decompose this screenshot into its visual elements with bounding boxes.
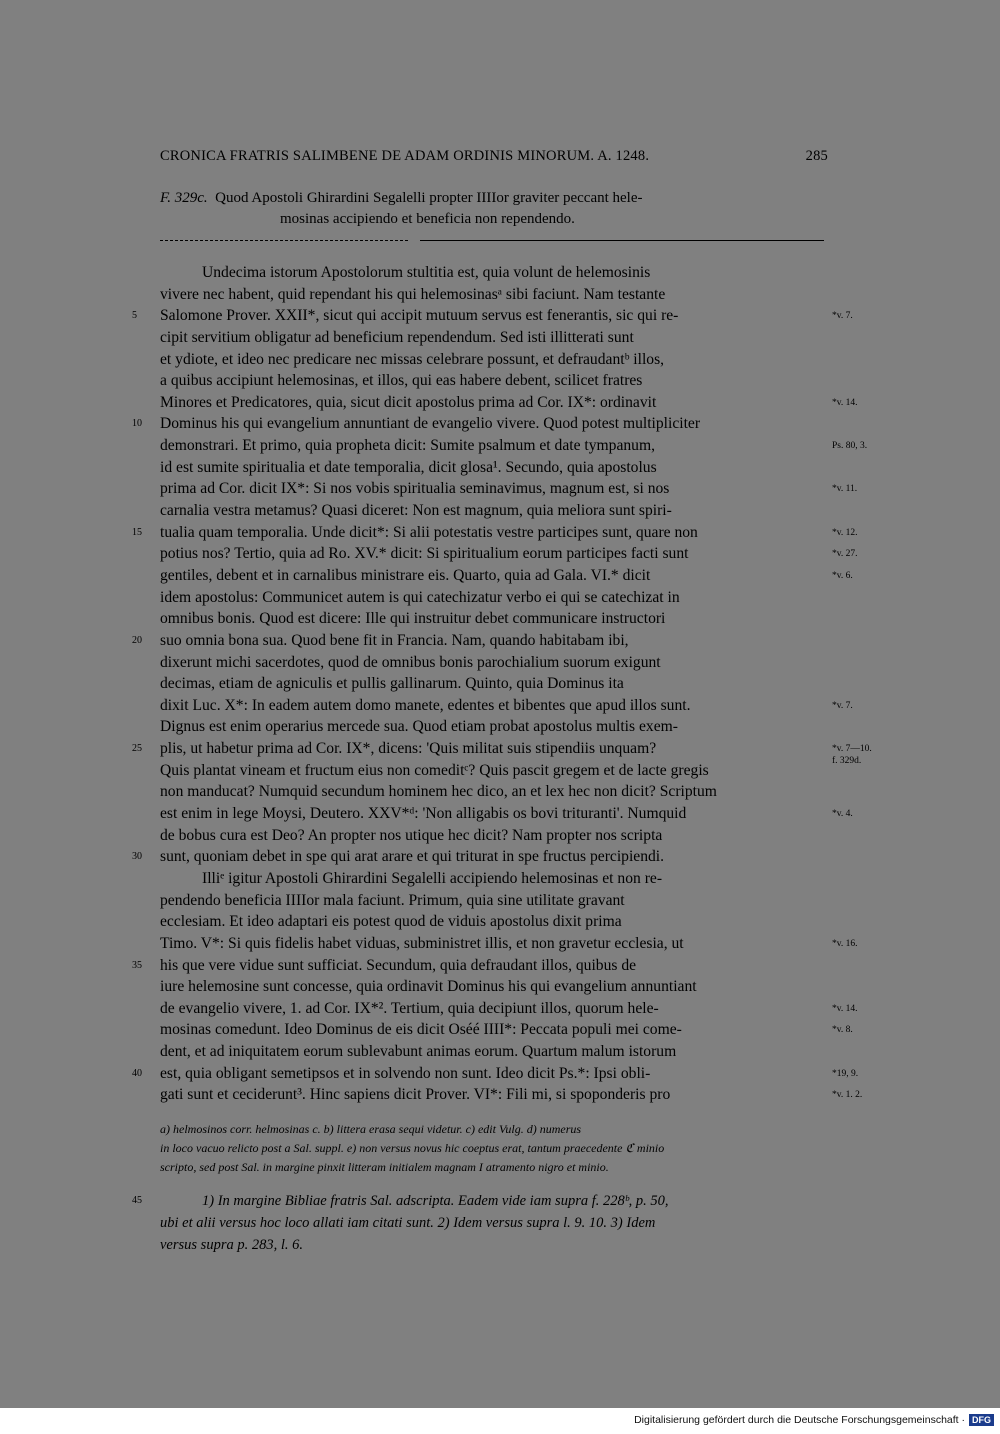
- margin-reference: *v. 12.: [832, 527, 858, 538]
- margin-reference: *19, 9.: [832, 1068, 859, 1079]
- margin-reference: *v. 27.: [832, 549, 858, 560]
- line-text: iure helemosine sunt concesse, quia ordinavit Dominus his qui evangelium annuntiant: [160, 978, 697, 996]
- text-line: [160, 1041, 828, 1063]
- line-text: decimas, etiam de agniculis et pullis gallinarum. Quinto, quia Dominus ita: [160, 675, 624, 693]
- line-text: Dominus his qui evangelium annuntiant de evangelio vivere. Quod potest multipliciter: [160, 415, 701, 433]
- text-line: [160, 543, 858, 565]
- margin-reference: *v. 14.: [832, 397, 858, 408]
- line-text: vivere nec habent, quid rependant his qui helemosinasᵃ sibi faciunt. Nam testante: [160, 285, 666, 303]
- line-number: 20: [132, 634, 142, 646]
- line-number: 35: [132, 959, 142, 971]
- folio-reference: F. 329c.: [160, 190, 208, 206]
- text-line: [132, 413, 828, 435]
- line-number: 30: [132, 851, 142, 863]
- note-line: [160, 1234, 828, 1256]
- text-line: [160, 716, 828, 738]
- line-text: est enim in lege Moysi, Deutero. XXV*ᵈ: 'Non alligabis os bovi trituranti'. Numquid: [160, 805, 687, 823]
- text-line: [160, 457, 828, 479]
- text-line: [160, 998, 858, 1020]
- margin-folio: f. 329d.: [832, 756, 862, 767]
- line-text: idem apostolus: Communicet autem is qui catechizatur verbo ei qui se catechizat in: [160, 588, 680, 606]
- line-text: prima ad Cor. dicit IX*: Si nos vobis spiritualia seminavimus, magnum est, si nos: [160, 480, 670, 498]
- text-line: [132, 305, 853, 327]
- margin-reference: *v. 14.: [832, 1003, 858, 1014]
- line-number: 40: [132, 1067, 142, 1079]
- line-text: tualia quam temporalia. Unde dicit*: Si alii potestatis vestre participes sunt, quare non: [160, 523, 698, 541]
- line-text: non manducat? Numquid secundum hominem hec dico, an et lex hec non dicit? Scriptum: [160, 783, 717, 801]
- margin-reference: *v. 16.: [832, 938, 858, 949]
- line-text: mosinas comedunt. Ideo Dominus de eis dicit Oséé IIII*: Peccata populi mei come-: [160, 1021, 682, 1039]
- line-text: dent, et ad iniquitatem eorum sublevabunt animas eorum. Quartum malum istorum: [160, 1043, 677, 1061]
- text-line: [160, 911, 828, 933]
- text-line: [160, 1084, 863, 1106]
- text-line: [132, 1063, 859, 1085]
- text-line: [160, 370, 828, 392]
- text-line: [160, 284, 828, 306]
- textual-apparatus: [160, 1120, 828, 1177]
- page-number: 285: [805, 148, 828, 164]
- margin-reference: *v. 7—10.: [832, 744, 872, 755]
- margin-reference: *v. 7.: [832, 311, 853, 322]
- line-text: gentiles, debent et in carnalibus ministrare eis. Quarto, quia ad Gala. VI.* dicit: [160, 566, 651, 584]
- line-number: 15: [132, 526, 142, 538]
- note-text: ubi et alii versus hoc loco allati iam citati sunt. 2) Idem versus supra l. 9. 10. 3) Idem: [160, 1215, 656, 1231]
- main-text: [132, 262, 872, 1106]
- line-text: demonstrari. Et primo, quia propheta dicit: Sumite psalmum et date tympanum,: [160, 437, 656, 455]
- line-text: et ydiote, et ideo nec predicare nec missas celebrare possunt, et defraudantᵇ illos,: [160, 350, 665, 368]
- margin-reference: *v. 1. 2.: [832, 1090, 863, 1101]
- line-text: a quibus accipiunt helemosinas, et illos, qui eas habere debent, scilicet fratres: [160, 372, 643, 390]
- text-line: [160, 392, 858, 414]
- line-text: cipit servitium obligatur ad beneficium rependendum. Sed isti illitterati sunt: [160, 328, 634, 346]
- text-line: [160, 803, 853, 825]
- digitization-credit: [634, 1412, 994, 1428]
- text-line: [132, 846, 828, 868]
- line-text: his que vere vidue sunt sufficiat. Secundum, quia defraudant illos, quibus de: [160, 956, 637, 974]
- line-text: carnalia vestra metamus? Quasi diceret: Non est magnum, quia meliora sunt spiri-: [160, 502, 672, 520]
- line-text: potius nos? Tertio, quia ad Ro. XV.* dicit: Si spiritualium eorum participes facti sunt: [160, 545, 689, 563]
- caption-line-2: mosinas accipiendo et beneficia non rependendo.: [280, 211, 575, 227]
- text-line: [160, 262, 828, 284]
- dfg-logo: DFG: [969, 1414, 994, 1426]
- line-text: Timo. V*: Si quis fidelis habet viduas, subministret illis, et non gravetur ecclesia, ut: [160, 934, 684, 952]
- margin-reference: *v. 4.: [832, 809, 853, 820]
- note-line: [132, 1190, 828, 1212]
- line-text: Illiᵉ igitur Apostoli Ghirardini Segalelli accipiendo helemosinas et non re-: [202, 869, 663, 887]
- line-text: suo omnia bona sua. Quod bene fit in Francia. Nam, quando habitabam ibi,: [160, 631, 629, 649]
- separator-rule-left: [160, 240, 408, 241]
- text-line: [160, 760, 828, 782]
- text-line: [160, 478, 858, 500]
- margin-reference: *v. 7.: [832, 700, 853, 711]
- line-number: 5: [132, 310, 137, 322]
- note-text: versus supra p. 283, l. 6.: [160, 1237, 303, 1253]
- separator-rule-right: [420, 240, 824, 241]
- chapter-caption: [160, 188, 828, 230]
- line-text: Quis plantat vineam et fructum eius non comeditᶜ? Quis pascit gregem et de lacte gregis: [160, 761, 709, 779]
- text-line: [160, 565, 853, 587]
- line-text: de bobus cura est Deo? An propter nos utique hec dicit? Nam propter nos scripta: [160, 826, 663, 844]
- line-text: est, quia obligant semetipsos et in solvendo non sunt. Ideo dicit Ps.*: Ipsi obli-: [160, 1064, 651, 1082]
- note-text: 1) In margine Bibliae fratris Sal. adscripta. Eadem vide iam supra f. 228ᵇ, p. 50,: [202, 1193, 669, 1209]
- caption-line-1: Quod Apostoli Ghirardini Segalelli propter IIIIor graviter peccant hele-: [215, 190, 643, 206]
- margin-reference: Ps. 80, 3.: [832, 441, 868, 452]
- text-line: [132, 738, 872, 767]
- text-line: [160, 435, 868, 457]
- text-line: [160, 868, 828, 890]
- margin-reference: *v. 6.: [832, 570, 853, 581]
- text-line: [160, 587, 828, 609]
- line-text: dixit Luc. X*: In eadem autem domo manete, edentes et bibentes que apud illos sunt.: [160, 696, 691, 714]
- text-line: [132, 955, 828, 977]
- text-line: [160, 1019, 853, 1041]
- margin-reference: *v. 11.: [832, 484, 858, 495]
- line-text: omnibus bonis. Quod est dicere: Ille qui instruitur debet communicare instructori: [160, 610, 666, 628]
- margin-reference: *v. 8.: [832, 1025, 853, 1036]
- credit-text: Digitalisierung gefördert durch die Deutsche Forschungsgemeinschaft ·: [634, 1414, 965, 1426]
- line-text: ecclesiam. Et ideo adaptari eis potest quod de viduis apostolus dixit prima: [160, 913, 622, 931]
- running-head-title: CRONICA FRATRIS SALIMBENE DE ADAM ORDINIS MINORUM. A. 1248.: [160, 148, 650, 164]
- line-text: id est sumite spiritualia et date temporalia, dicit glosa¹. Secundo, quia apostolus: [160, 458, 657, 476]
- apparatus-line: scripto, sed post Sal. in margine pinxit litteram initialem magnam I atramento nigro et minio.: [160, 1160, 609, 1174]
- note-line: [160, 1212, 828, 1234]
- line-number: 45: [132, 1195, 142, 1206]
- line-text: sunt, quoniam debet in spe qui arat arare et qui triturat in spe fructus percipiendi.: [160, 848, 665, 866]
- text-line: [160, 976, 828, 998]
- text-line: [160, 695, 853, 717]
- line-text: gati sunt et ceciderunt³. Hinc sapiens dicit Prover. VI*: Fili mi, si spoponderis pro: [160, 1086, 671, 1104]
- text-line: [132, 630, 828, 652]
- text-line: [160, 652, 828, 674]
- line-text: pendendo beneficia IIIIor mala faciunt. Primum, quia sine utilitate gravant: [160, 891, 625, 909]
- line-text: Salomone Prover. XXII*, sicut qui accipit mutuum servus est fenerantis, sic qui re-: [160, 307, 679, 325]
- text-line: [160, 608, 828, 630]
- text-line: [132, 522, 858, 544]
- text-line: [160, 890, 828, 912]
- line-text: de evangelio vivere, 1. ad Cor. IX*². Tertium, quia decipiunt illos, quorum hele-: [160, 999, 659, 1017]
- text-line: [160, 825, 828, 847]
- line-text: Dignus est enim operarius mercede sua. Quod etiam probat apostolus multis exem-: [160, 718, 678, 736]
- apparatus-line: in loco vacuo relicto post a Sal. suppl. e) non versus novus hic coeptus erat, tantum praecedente ℭ minio: [160, 1141, 665, 1155]
- running-head: [160, 148, 828, 165]
- apparatus-line: a) helmosinos corr. helmosinas c. b) littera erasa sequi videtur. c) edit Vulg. d) numerus: [160, 1122, 582, 1136]
- line-text: Undecima istorum Apostolorum stultitia est, quia volunt de helemosinis: [202, 264, 651, 281]
- text-line: [160, 781, 828, 803]
- text-line: [160, 500, 828, 522]
- text-line: [160, 349, 828, 371]
- line-number: 25: [132, 743, 142, 755]
- text-line: [160, 933, 858, 955]
- text-line: [160, 673, 828, 695]
- line-number: 10: [132, 418, 142, 430]
- text-line: [160, 327, 828, 349]
- line-text: dixerunt michi sacerdotes, quod de omnibus bonis parochialium suorum exigunt: [160, 653, 661, 671]
- line-text: Minores et Predicatores, quia, sicut dicit apostolus prima ad Cor. IX*: ordinavit: [160, 393, 657, 411]
- source-notes: [132, 1190, 828, 1256]
- line-text: plis, ut habetur prima ad Cor. IX*, dicens: 'Quis militat suis stipendiis unquam?: [160, 740, 657, 758]
